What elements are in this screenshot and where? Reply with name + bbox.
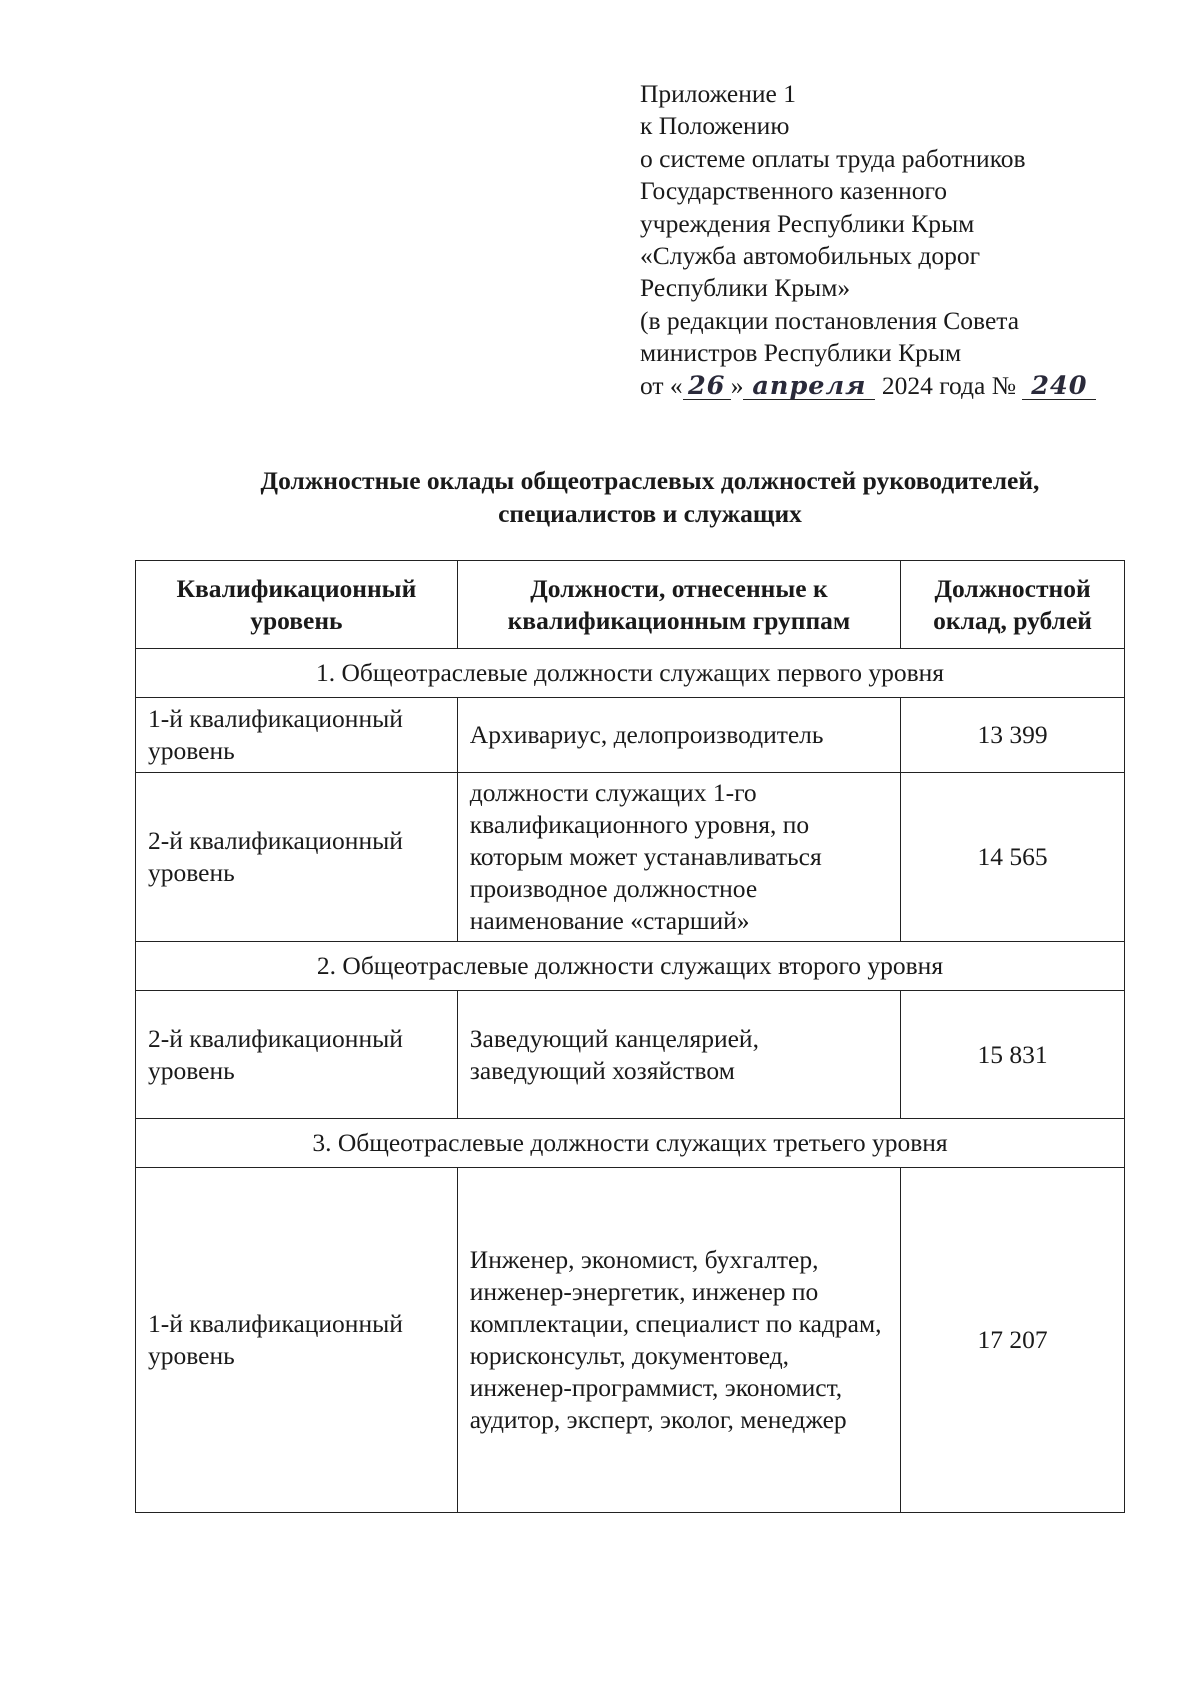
document-number-handwritten <box>1022 370 1096 401</box>
qualification-level-cell: 1-й квалификационный уровень <box>136 1168 458 1513</box>
table-row <box>136 773 1125 942</box>
header-salary: Должностной оклад, рублей <box>901 561 1125 649</box>
date-prefix: от « <box>640 370 683 400</box>
salary-table <box>135 560 1125 1513</box>
date-day-handwritten <box>683 370 731 401</box>
section-title: 3. Общеотраслевые должности служащих третьего уровня <box>136 1119 1125 1168</box>
section-row <box>136 942 1125 991</box>
appendix-line: (в редакции постановления Совета <box>640 305 1020 335</box>
positions-cell: должности служащих 1-го квалификационного уровня, по которым может устанавливаться производное должностное наименование «старший» <box>457 773 900 942</box>
appendix-line: Государственного казенного <box>640 176 948 206</box>
appendix-line: «Служба автомобильных дорог <box>640 241 981 271</box>
title-line-1: Должностные оклады общеотраслевых должностей руководителей, <box>260 466 1040 495</box>
table-header-row <box>136 561 1125 649</box>
positions-cell: Архивариус, делопроизводитель <box>457 698 900 773</box>
header-qualification-level: Квалификационный уровень <box>136 561 458 649</box>
section-title: 1. Общеотраслевые должности служащих первого уровня <box>136 649 1125 698</box>
appendix-header <box>640 78 1160 402</box>
salary-cell: 17 207 <box>901 1168 1125 1513</box>
positions-cell: Заведующий канцелярией, заведующий хозяйством <box>457 991 900 1119</box>
appendix-line: Приложение 1 <box>640 79 796 108</box>
qualification-level-cell: 2-й квалификационный уровень <box>136 991 458 1119</box>
appendix-line: учреждения Республики Крым <box>640 208 975 238</box>
date-quote-close: » <box>730 370 744 400</box>
date-month-handwritten <box>743 370 875 401</box>
section-title: 2. Общеотраслевые должности служащих второго уровня <box>136 942 1125 991</box>
appendix-line: Республики Крым» <box>640 273 851 303</box>
document-number-value: 240 <box>1031 370 1088 401</box>
salary-cell: 13 399 <box>901 698 1125 773</box>
appendix-line: министров Республики Крым <box>640 338 962 368</box>
date-year-text: 2024 года № <box>881 370 1017 400</box>
appendix-line: к Положению <box>640 111 790 141</box>
appendix-line: о системе оплаты труда работников <box>640 143 1026 173</box>
title-line-2: специалистов и служащих <box>498 499 802 528</box>
qualification-level-cell: 2-й квалификационный уровень <box>136 773 458 942</box>
salary-cell: 15 831 <box>901 991 1125 1119</box>
document-title <box>120 464 1180 530</box>
section-row <box>136 1119 1125 1168</box>
header-positions: Должности, отнесенные к квалификационным группам <box>457 561 900 649</box>
salary-cell: 14 565 <box>901 773 1125 942</box>
table-row <box>136 698 1125 773</box>
section-row <box>136 649 1125 698</box>
qualification-level-cell: 1-й квалификационный уровень <box>136 698 458 773</box>
date-month-value: апреля <box>752 370 867 401</box>
table-row <box>136 991 1125 1119</box>
date-day-value: 26 <box>687 370 726 401</box>
resolution-date-line <box>640 370 1160 402</box>
table-row <box>136 1168 1125 1513</box>
positions-cell: Инженер, экономист, бухгалтер, инженер-энергетик, инженер по комплектации, специалист по кадрам, юрисконсульт, документовед, инженер-программист, экономист, аудитор, эксперт, эколог, менеджер <box>457 1168 900 1513</box>
